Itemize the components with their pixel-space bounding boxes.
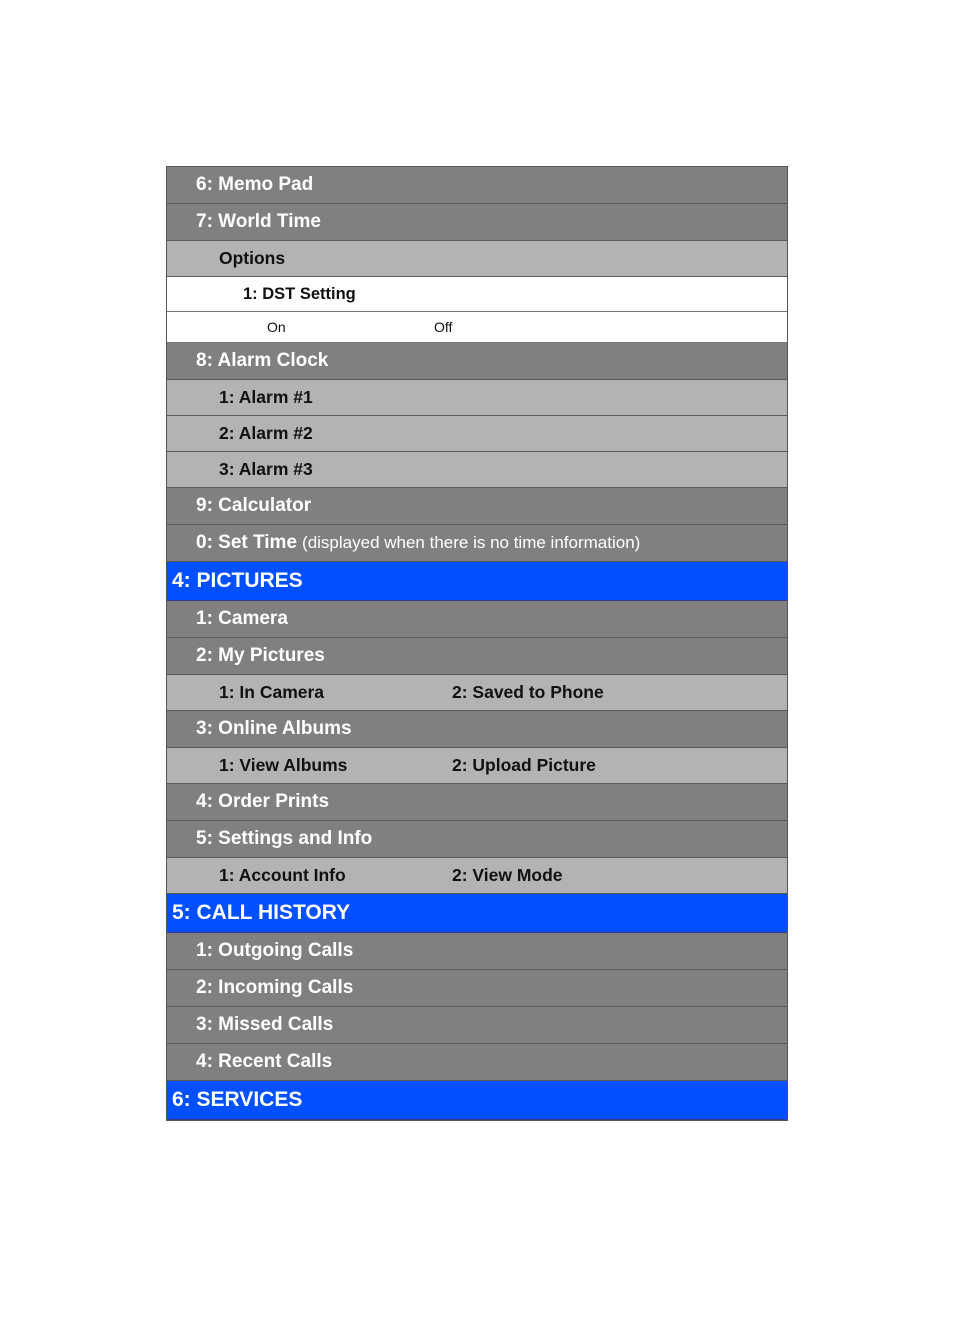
menu-table xyxy=(166,166,788,1121)
menu-item-label: 1: Account Info xyxy=(219,865,346,885)
menu-item-3-missed-calls[interactable] xyxy=(167,1007,787,1044)
section-header-5-call-history[interactable] xyxy=(167,894,787,933)
menu-item-1-in-camera[interactable] xyxy=(167,675,787,711)
menu-item-1-view-albums[interactable] xyxy=(167,748,787,784)
menu-item-label: 4: PICTURES xyxy=(172,569,303,592)
menu-item-label: 3: Alarm #3 xyxy=(219,459,313,479)
menu-item-label: 1: DST Setting xyxy=(243,284,356,303)
menu-item-3-alarm-3[interactable] xyxy=(167,452,787,488)
menu-item-1-alarm-1[interactable] xyxy=(167,380,787,416)
menu-item-label: 8: Alarm Clock xyxy=(196,350,329,371)
menu-item-label-secondary: Off xyxy=(434,319,453,335)
section-header-4-pictures[interactable] xyxy=(167,562,787,601)
menu-item-label: 1: Camera xyxy=(196,608,288,629)
menu-item-label: 9: Calculator xyxy=(196,495,312,516)
menu-item-label: 2: Incoming Calls xyxy=(196,977,354,998)
menu-item-label-secondary: 2: Upload Picture xyxy=(452,755,596,775)
menu-item-4-order-prints[interactable] xyxy=(167,784,787,821)
menu-item-label: 1: Outgoing Calls xyxy=(196,940,354,961)
menu-item-label: On xyxy=(267,319,286,335)
menu-item-1-outgoing-calls[interactable] xyxy=(167,933,787,970)
menu-item-label: 1: In Camera xyxy=(219,682,325,702)
menu-item-label: 2: Alarm #2 xyxy=(219,423,313,443)
menu-item-note: (displayed when there is no time information) xyxy=(302,533,641,552)
menu-item-2-incoming-calls[interactable] xyxy=(167,970,787,1007)
menu-item-on[interactable] xyxy=(167,312,787,343)
menu-item-1-camera[interactable] xyxy=(167,601,787,638)
menu-item-label-secondary: 2: Saved to Phone xyxy=(452,682,604,702)
menu-item-label: 5: CALL HISTORY xyxy=(172,901,351,924)
menu-item-1-dst-setting[interactable] xyxy=(167,277,787,312)
menu-item-1-account-info[interactable] xyxy=(167,858,787,894)
menu-item-6-memo-pad[interactable] xyxy=(167,167,787,204)
menu-item-8-alarm-clock[interactable] xyxy=(167,343,787,380)
section-header-6-services[interactable] xyxy=(167,1081,787,1120)
menu-item-label: 3: Online Albums xyxy=(196,718,352,739)
menu-item-label: 4: Order Prints xyxy=(196,791,330,812)
menu-item-3-online-albums[interactable] xyxy=(167,711,787,748)
menu-item-label: Options xyxy=(219,248,286,268)
menu-item-2-alarm-2[interactable] xyxy=(167,416,787,452)
menu-item-label: 0: Set Time xyxy=(196,532,298,553)
menu-item-label: 1: Alarm #1 xyxy=(219,387,313,407)
menu-item-label: 3: Missed Calls xyxy=(196,1014,334,1035)
menu-item-label-secondary: 2: View Mode xyxy=(452,865,563,885)
menu-item-label: 6: Memo Pad xyxy=(196,174,314,195)
menu-item-label: 6: SERVICES xyxy=(172,1088,303,1111)
menu-item-7-world-time[interactable] xyxy=(167,204,787,241)
menu-item-5-settings-and-info[interactable] xyxy=(167,821,787,858)
menu-item-label: 2: My Pictures xyxy=(196,645,325,666)
menu-item-9-calculator[interactable] xyxy=(167,488,787,525)
menu-item-label: 5: Settings and Info xyxy=(196,828,373,849)
menu-item-options[interactable] xyxy=(167,241,787,277)
menu-item-label: 7: World Time xyxy=(196,211,321,232)
menu-item-label: 1: View Albums xyxy=(219,755,348,775)
menu-item-0-set-time[interactable] xyxy=(167,525,787,562)
menu-item-label: 4: Recent Calls xyxy=(196,1051,333,1072)
menu-item-4-recent-calls[interactable] xyxy=(167,1044,787,1081)
menu-item-2-my-pictures[interactable] xyxy=(167,638,787,675)
